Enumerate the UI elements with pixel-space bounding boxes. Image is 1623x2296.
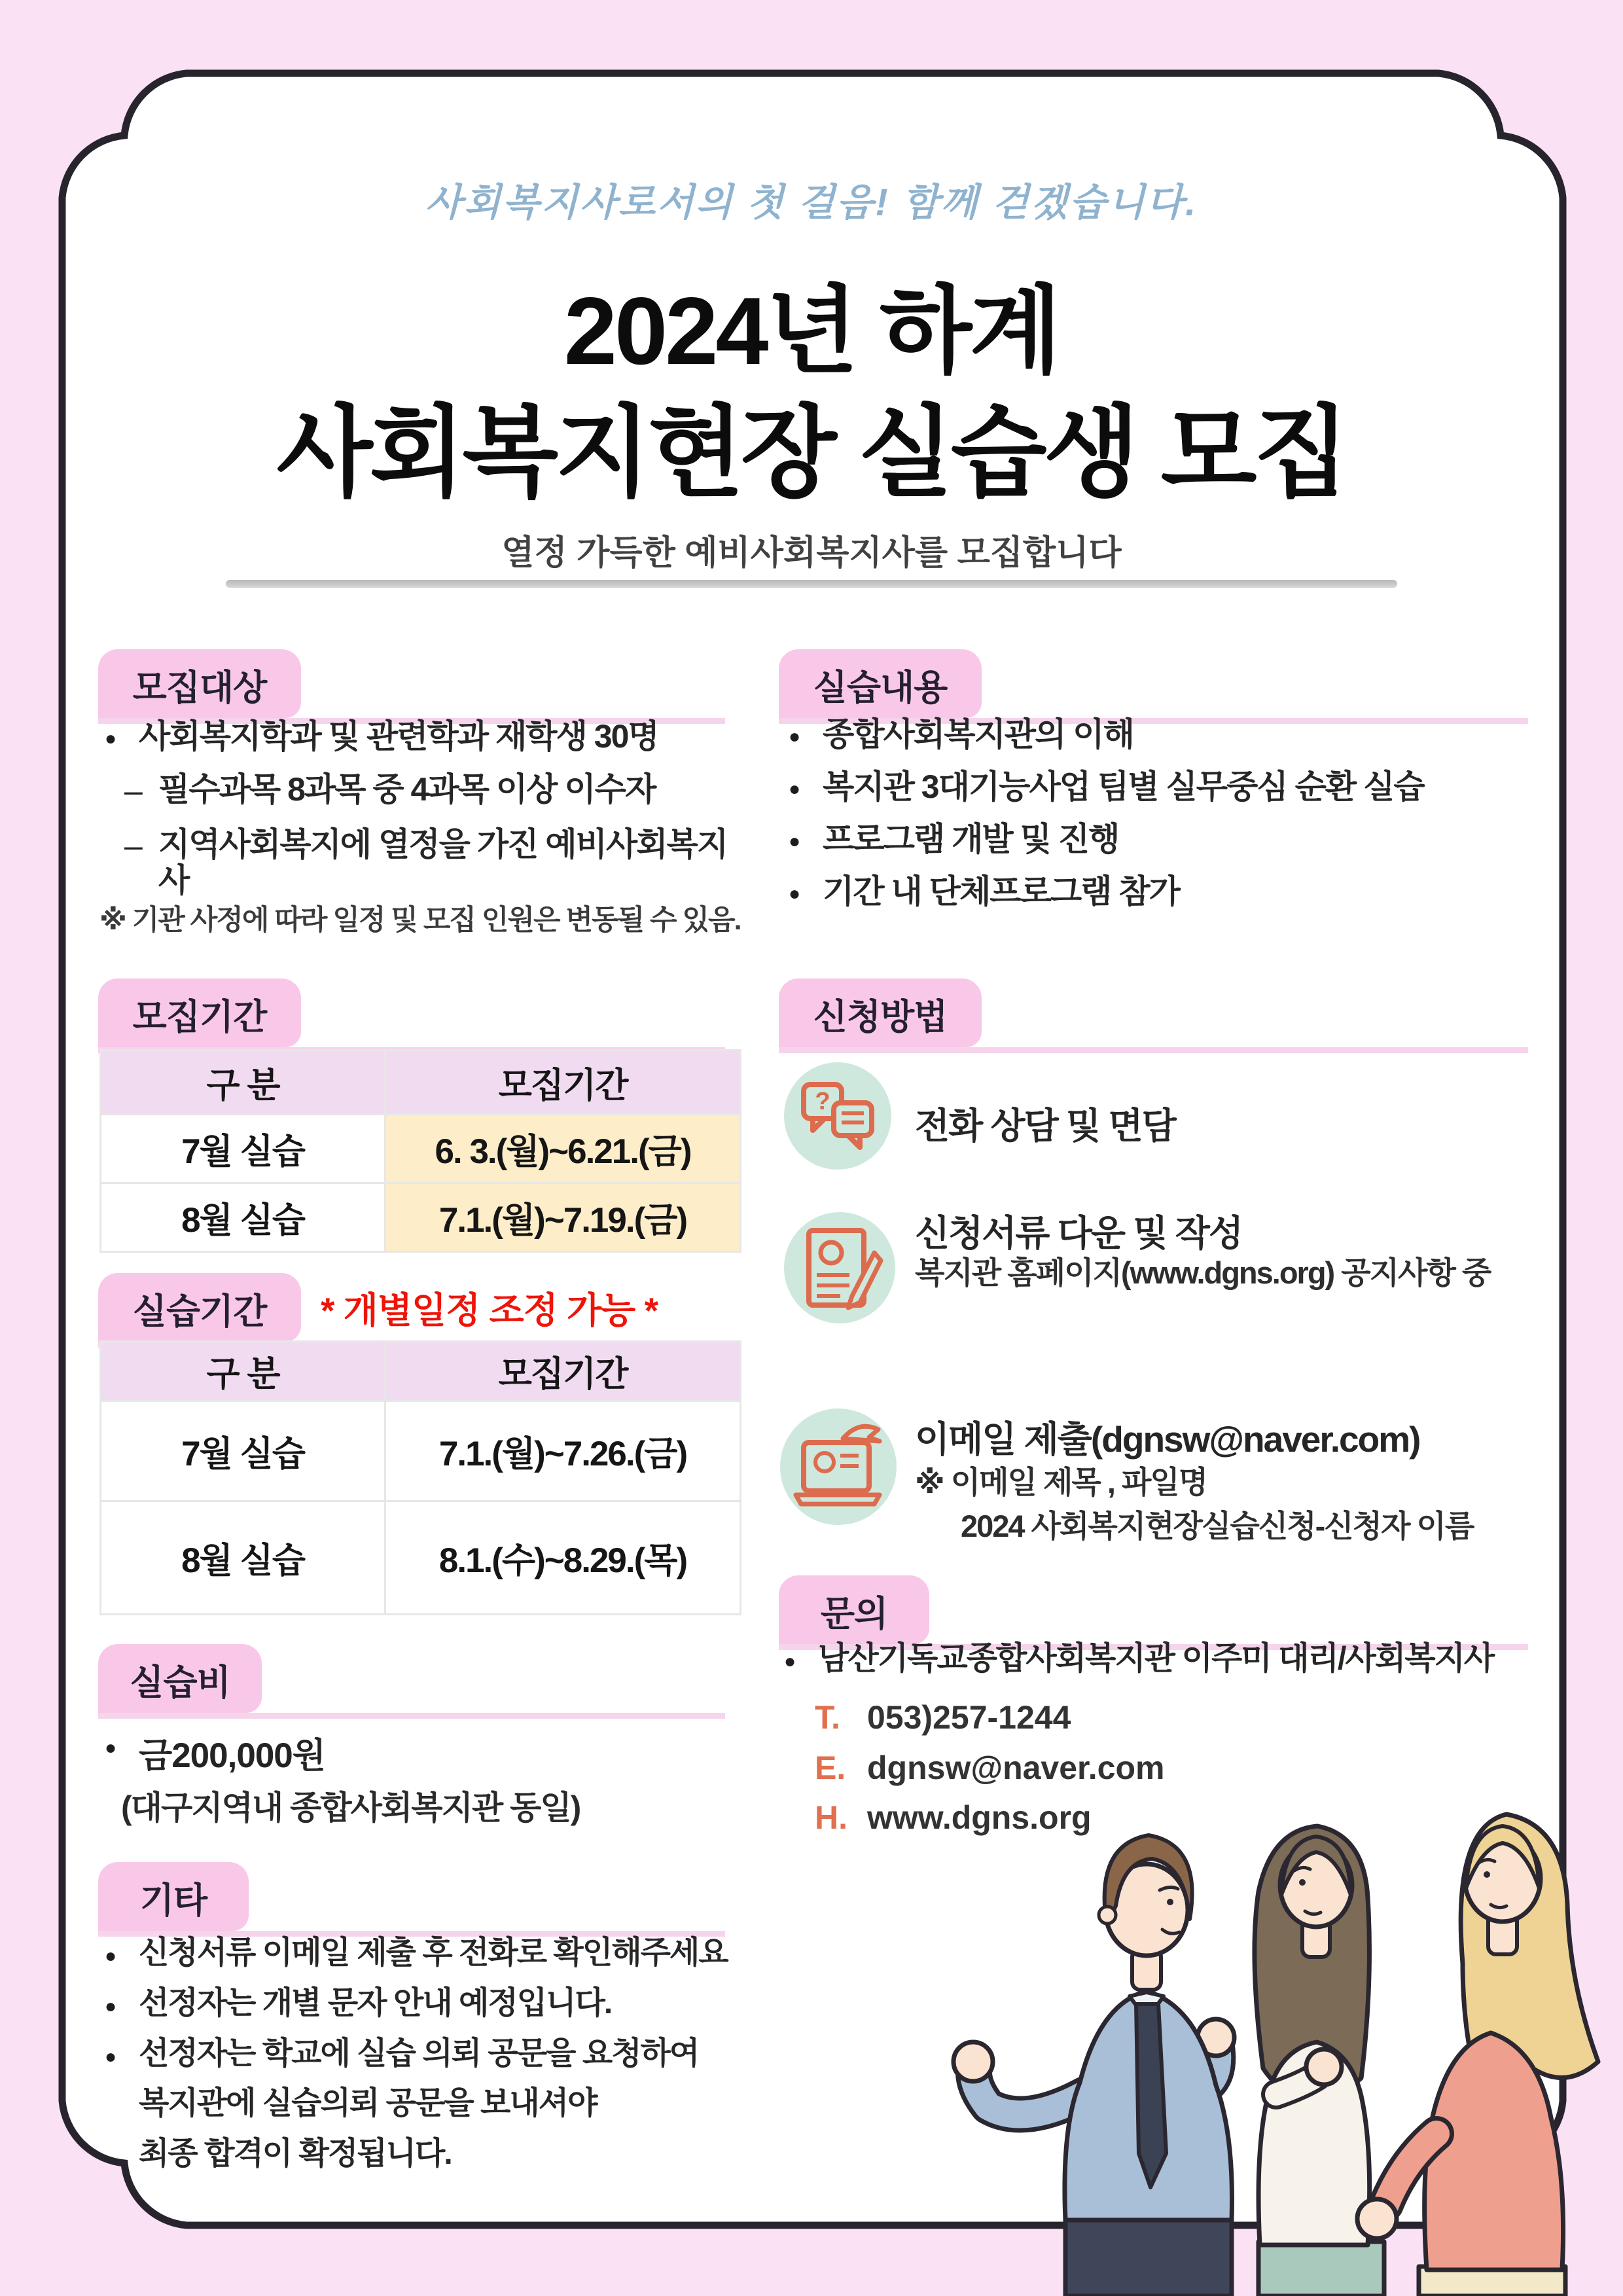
table-cell-label: 7월 실습 bbox=[101, 1402, 384, 1500]
list-item-text: 필수과목 8과목 중 4과목 이상 이수자 bbox=[158, 771, 656, 808]
bullet-dot-icon: ● bbox=[105, 728, 117, 749]
email-value: dgnsw@naver.com bbox=[867, 1749, 1165, 1786]
section-practice-content-header bbox=[779, 649, 1528, 724]
tagline-handwriting: 사회복지사로서의 첫 걸음! 함께 걷겠습니다. bbox=[425, 181, 1198, 224]
bullet-dot-icon: ● bbox=[105, 1945, 117, 1967]
recruit-target-note: ※ 기관 사정에 따라 일정 및 모집 인원은 변동될 수 있음. bbox=[99, 905, 741, 936]
etc-list bbox=[105, 1936, 759, 2172]
dash-icon: – bbox=[124, 772, 143, 809]
apply-step3-filename: 2024 사회복지현장실습신청-신청자 이름 bbox=[961, 1509, 1474, 1543]
phone-value: 053)257-1244 bbox=[867, 1699, 1071, 1736]
list-item bbox=[105, 772, 733, 810]
inquiry-email-row bbox=[815, 1749, 1164, 1787]
recruit-target-badge: 모집대상 bbox=[98, 649, 301, 718]
apply-step3-desc: ※ 이메일 제목 , 파일명 bbox=[915, 1465, 1207, 1499]
list-item bbox=[789, 769, 1554, 805]
practice-fee-note: (대구지역내 종합사회복지관 동일) bbox=[121, 1789, 580, 1826]
section-recruit-period-header bbox=[98, 978, 725, 1053]
inquiry-contact-text: 남산기독교종합사회복지관 이주미 대리/사회복지사 bbox=[818, 1641, 1494, 1676]
etc-badge: 기타 bbox=[98, 1862, 249, 1931]
chat-question-icon bbox=[784, 1062, 891, 1170]
practice-fee-badge: 실습비 bbox=[98, 1644, 262, 1713]
list-item-text: 선정자는 학교에 실습 의뢰 공문을 요청하여 bbox=[139, 2036, 699, 2071]
poster-subtitle: 열정 가득한 예비사회복지사를 모집합니다 bbox=[501, 534, 1122, 572]
homepage-label: H. bbox=[815, 1799, 847, 1836]
table-cell-label: 7월 실습 bbox=[101, 1115, 384, 1182]
laptop-send-icon-svg bbox=[780, 1408, 897, 1525]
bullet-dot-icon: ● bbox=[105, 2045, 117, 2068]
bullet-dot-icon: ● bbox=[105, 1995, 117, 2017]
practice-fee-amount-row bbox=[105, 1728, 325, 1778]
list-item bbox=[105, 1936, 759, 1971]
practice-content-list bbox=[789, 717, 1554, 910]
bullet-spacer bbox=[105, 2137, 139, 2146]
inquiry-badge: 문의 bbox=[779, 1575, 929, 1644]
bullet-spacer bbox=[105, 2087, 139, 2096]
bullet-dot-icon: ● bbox=[789, 726, 801, 747]
list-item-text: 복지관에 실습의뢰 공문을 보내셔야 bbox=[139, 2086, 597, 2121]
practice-period-badge: 실습기간 bbox=[98, 1273, 301, 1342]
list-item-text: 최종 합격이 확정됩니다. bbox=[139, 2136, 452, 2172]
laptop-send-icon bbox=[780, 1408, 897, 1525]
poster-title-line2: 사회복지현장 실습생 모집 bbox=[276, 397, 1347, 509]
title-divider bbox=[226, 580, 1397, 588]
list-item-text: 프로그램 개발 및 진행 bbox=[823, 821, 1119, 857]
practice-fee-amount: 금200,000원 bbox=[139, 1736, 325, 1775]
illustration-woman-right bbox=[1357, 1814, 1598, 2296]
apply-step2-desc: 복지관 홈페이지(www.dgns.org) 공지사항 중 bbox=[915, 1255, 1491, 1290]
table-cell-period: 7.1.(월)~7.19.(금) bbox=[386, 1184, 740, 1251]
section-apply-method-header bbox=[779, 978, 1528, 1053]
list-item-text: 사회복지학과 및 관련학과 재학생 30명 bbox=[139, 718, 658, 755]
practice-period-table bbox=[99, 1340, 741, 1615]
list-item bbox=[105, 2087, 759, 2121]
bullet-dot-icon: ● bbox=[105, 1737, 117, 1759]
list-item bbox=[105, 2137, 759, 2172]
list-item-text: 신청서류 이메일 제출 후 전화로 확인해주세요 bbox=[139, 1935, 728, 1970]
apply-method-badge: 신청방법 bbox=[779, 978, 982, 1047]
apply-step1-title: 전화 상담 및 면담 bbox=[915, 1105, 1175, 1146]
table-cell-label: 8월 실습 bbox=[101, 1502, 384, 1613]
list-item bbox=[105, 1986, 759, 2021]
recruit-period-table bbox=[99, 1049, 741, 1253]
phone-label: T. bbox=[815, 1699, 840, 1736]
inquiry-phone-row bbox=[815, 1698, 1071, 1736]
list-item bbox=[105, 2037, 759, 2072]
list-item bbox=[105, 719, 733, 755]
section-etc-header bbox=[98, 1862, 725, 1937]
bullet-dot-icon: ● bbox=[789, 831, 801, 852]
list-item-text: 지역사회복지에 열정을 가진 예비사회복지사 bbox=[158, 826, 728, 899]
section-inquiry-header bbox=[779, 1575, 1528, 1650]
dash-icon: – bbox=[124, 827, 143, 864]
document-pencil-icon-svg bbox=[784, 1212, 895, 1323]
inquiry-contact-row bbox=[784, 1641, 1569, 1677]
apply-step2-title: 신청서류 다운 및 작성 bbox=[915, 1213, 1243, 1253]
practice-content-badge: 실습내용 bbox=[779, 649, 982, 718]
table-header-cell: 구 분 bbox=[101, 1051, 384, 1113]
list-item bbox=[789, 874, 1554, 910]
poster-title-line1: 2024년 하계 bbox=[563, 278, 1060, 384]
practice-period-red-note: * 개별일정 조정 가능 * bbox=[321, 1290, 658, 1331]
table-header-cell: 모집기간 bbox=[386, 1342, 740, 1400]
table-header-cell: 모집기간 bbox=[386, 1051, 740, 1113]
email-label: E. bbox=[815, 1749, 846, 1786]
bullet-dot-icon: ● bbox=[784, 1651, 796, 1672]
list-item-text: 종합사회복지관의 이해 bbox=[823, 716, 1133, 753]
list-item bbox=[789, 717, 1554, 753]
list-item-text: 선정자는 개별 문자 안내 예정입니다. bbox=[139, 1985, 612, 2020]
list-item bbox=[105, 827, 733, 899]
table-cell-label: 8월 실습 bbox=[101, 1184, 384, 1251]
chat-question-icon-svg bbox=[784, 1062, 891, 1170]
illustration-man bbox=[954, 1835, 1234, 2296]
bullet-dot-icon: ● bbox=[789, 883, 801, 905]
document-pencil-icon bbox=[784, 1212, 895, 1323]
section-recruit-target-header bbox=[98, 649, 725, 724]
list-item-text: 기간 내 단체프로그램 참가 bbox=[823, 873, 1179, 910]
apply-step3-title: 이메일 제출(dgnsw@naver.com) bbox=[915, 1419, 1420, 1460]
bullet-dot-icon: ● bbox=[789, 778, 801, 800]
list-item bbox=[789, 821, 1554, 857]
table-cell-period: 7.1.(월)~7.26.(금) bbox=[386, 1402, 740, 1500]
table-cell-period: 6. 3.(월)~6.21.(금) bbox=[386, 1115, 740, 1182]
people-illustration bbox=[910, 1787, 1623, 2296]
section-practice-fee-header bbox=[98, 1644, 725, 1719]
recruit-period-badge: 모집기간 bbox=[98, 978, 301, 1047]
table-header-cell: 구 분 bbox=[101, 1342, 384, 1400]
recruit-target-list bbox=[105, 719, 733, 899]
question-mark-glyph: ? bbox=[815, 1088, 830, 1115]
table-cell-period: 8.1.(수)~8.29.(목) bbox=[386, 1502, 740, 1613]
homepage-value: www.dgns.org bbox=[867, 1799, 1092, 1836]
list-item-text: 복지관 3대기능사업 팀별 실무중심 순환 실습 bbox=[823, 768, 1424, 805]
